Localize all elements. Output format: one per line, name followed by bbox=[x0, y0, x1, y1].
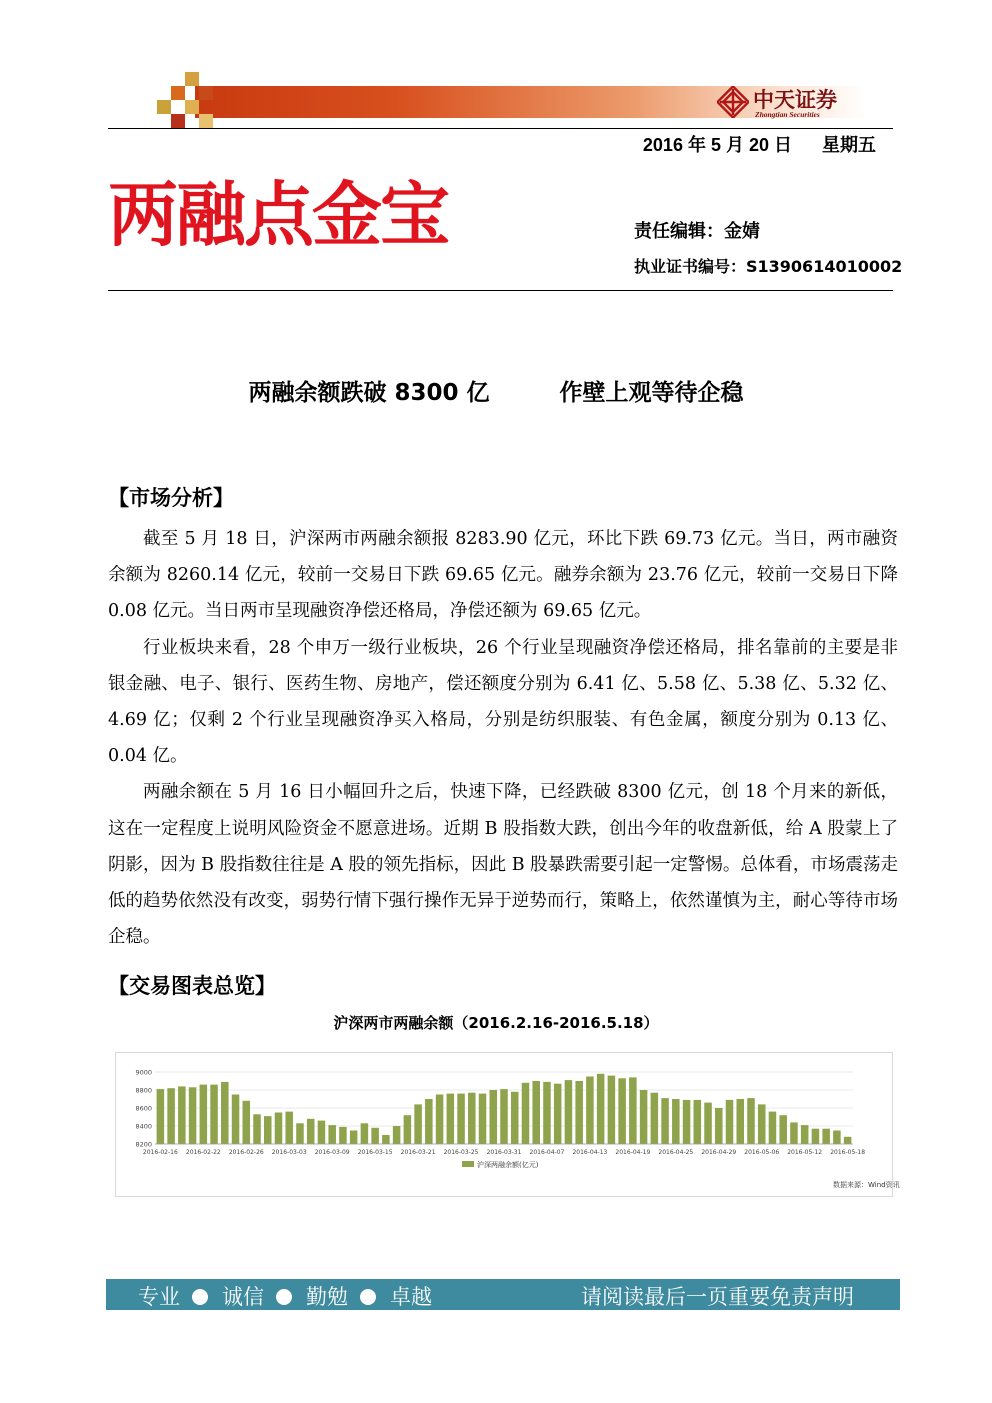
chart-x-ticks bbox=[143, 1149, 865, 1156]
chart-bar bbox=[318, 1121, 326, 1144]
chart-bar bbox=[210, 1085, 218, 1144]
company-name-en: Zhongtian Securities bbox=[755, 110, 820, 119]
x-tick-label: 2016-02-22 bbox=[185, 1149, 221, 1156]
chart-bar bbox=[425, 1099, 433, 1144]
footer-word: 诚信 bbox=[222, 1285, 264, 1309]
chart-bar bbox=[747, 1098, 755, 1144]
chart-bar bbox=[189, 1087, 197, 1144]
y-tick-label: 8600 bbox=[135, 1104, 152, 1113]
chart-bar bbox=[640, 1090, 648, 1144]
chart-bar bbox=[812, 1129, 820, 1144]
x-tick-label: 2016-03-15 bbox=[357, 1149, 393, 1156]
title-divider bbox=[108, 290, 893, 291]
chart-bar bbox=[790, 1122, 798, 1144]
chart-bar bbox=[554, 1084, 562, 1144]
chart-bar bbox=[404, 1115, 412, 1144]
analysis-body bbox=[108, 521, 898, 955]
chart-bar bbox=[726, 1100, 734, 1144]
x-tick-label: 2016-05-12 bbox=[787, 1149, 823, 1156]
chart-bar bbox=[651, 1093, 659, 1144]
chart-bar bbox=[243, 1101, 251, 1144]
chart-bar bbox=[253, 1114, 261, 1144]
bullet-icon bbox=[276, 1289, 292, 1305]
x-tick-label: 2016-03-03 bbox=[271, 1149, 307, 1156]
chart-bar bbox=[565, 1080, 573, 1144]
footer-word: 勤勉 bbox=[306, 1285, 348, 1309]
x-tick-label: 2016-05-06 bbox=[744, 1149, 780, 1156]
headline-part1: 两融余额跌破 8300 亿 bbox=[248, 380, 490, 406]
chart-bar bbox=[178, 1086, 186, 1144]
company-name: 中天证券 bbox=[753, 88, 837, 112]
x-tick-label: 2016-03-31 bbox=[486, 1149, 522, 1156]
chart-bar bbox=[629, 1077, 637, 1144]
company-logo bbox=[717, 82, 847, 122]
y-tick-label: 8400 bbox=[135, 1122, 152, 1131]
date-text: 2016 年 5 月 20 日 bbox=[642, 135, 792, 155]
decorative-squares-icon bbox=[155, 72, 215, 128]
y-tick-label: 8200 bbox=[135, 1140, 152, 1149]
chart-bar bbox=[328, 1125, 336, 1144]
chart-bar bbox=[393, 1126, 401, 1144]
report-title: 两融点金宝 bbox=[108, 174, 448, 256]
x-tick-label: 2016-03-09 bbox=[314, 1149, 350, 1156]
chart-bar bbox=[597, 1074, 605, 1144]
chart-bar bbox=[822, 1129, 830, 1144]
x-tick-label: 2016-03-25 bbox=[443, 1149, 479, 1156]
chart-bar bbox=[307, 1119, 315, 1144]
chart-bar bbox=[167, 1088, 175, 1144]
chart-bar bbox=[608, 1076, 616, 1144]
chart-bar bbox=[361, 1123, 369, 1144]
margin-balance-chart bbox=[115, 1052, 893, 1197]
chart-bar bbox=[371, 1128, 379, 1144]
chart-bar bbox=[736, 1099, 744, 1144]
chart-bar bbox=[436, 1095, 444, 1145]
chart-bar bbox=[447, 1094, 455, 1144]
chart-bar bbox=[522, 1083, 530, 1144]
x-tick-label: 2016-04-19 bbox=[615, 1149, 651, 1156]
chart-bar bbox=[285, 1112, 293, 1144]
x-tick-label: 2016-05-18 bbox=[830, 1149, 866, 1156]
bullet-icon bbox=[192, 1289, 208, 1305]
paragraph: 两融余额在 5 月 16 日小幅回升之后，快速下降，已经跌破 8300 亿元，创 18 个月来的新低，这在一定程度上说明风险资金不愿意进场。近期 B 股指数大跌，创出今年的收盘新低，给 A 股蒙上了阴影，因为 B 股指数往往是 A 股的领先指标，因此 B 股暴跌需要引起一定警惕。总体看，市场震荡走低的趋势依然没有改变，弱势行情下强行操作无异于逆势而行，策略上，依然谨慎为主，耐心等待市场企稳。 bbox=[108, 782, 898, 948]
chart-bar bbox=[694, 1100, 702, 1144]
chart-bar bbox=[769, 1112, 777, 1144]
x-tick-label: 2016-02-26 bbox=[228, 1149, 264, 1156]
chart-bar bbox=[468, 1093, 476, 1144]
weekday-text: 星期五 bbox=[822, 135, 876, 155]
chart-bar bbox=[758, 1104, 766, 1144]
license-number: 执业证书编号：S1390614010002 bbox=[634, 257, 903, 276]
chart-bar bbox=[157, 1089, 165, 1144]
chart-bar bbox=[779, 1115, 787, 1144]
y-tick-label: 8800 bbox=[135, 1086, 152, 1095]
paragraph: 截至 5 月 18 日，沪深两市两融余额报 8283.90 亿元，环比下跌 69.73 亿元。当日，两市融资余额为 8260.14 亿元，较前一交易日下跌 69.65 亿元。融券余额为 23.76 亿元，较前一交易日下降 0.08 亿元。当日两市呈现融资净偿还格局，净偿还额为 69.65 亿元。 bbox=[108, 529, 898, 622]
y-tick-label: 9000 bbox=[135, 1068, 152, 1077]
chart-bar bbox=[350, 1131, 358, 1145]
chart-bar bbox=[844, 1137, 852, 1144]
header-banner bbox=[155, 72, 895, 128]
chart-bar bbox=[801, 1125, 809, 1144]
x-tick-label: 2016-02-16 bbox=[142, 1149, 178, 1156]
disclaimer-notice: 请阅读最后一页重要免责声明 bbox=[581, 1285, 854, 1309]
chart-bar bbox=[715, 1108, 723, 1144]
chart-bar bbox=[490, 1090, 498, 1144]
x-tick-label: 2016-04-07 bbox=[529, 1149, 565, 1156]
chart-bar bbox=[339, 1127, 347, 1144]
x-tick-label: 2016-04-25 bbox=[658, 1149, 694, 1156]
chart-bar bbox=[672, 1099, 680, 1144]
section-market-analysis: 【市场分析】 bbox=[108, 486, 234, 510]
x-tick-label: 2016-04-29 bbox=[701, 1149, 737, 1156]
chart-bar bbox=[221, 1082, 229, 1144]
chart-bar bbox=[511, 1092, 519, 1144]
paragraph: 行业板块来看，28 个申万一级行业板块，26 个行业呈现融资净偿还格局，排名靠前的主要是非银金融、电子、银行、医药生物、房地产，偿还额度分别为 6.41 亿、5.58 亿、5.38 亿、5.32 亿、4.69 亿；仅剩 2 个行业呈现融资净买入格局，分别是纺织服装、有色金属，额度分别为 0.13 亿、0.04 亿。 bbox=[108, 637, 898, 767]
report-date bbox=[643, 131, 876, 157]
chart-bar bbox=[704, 1103, 712, 1144]
footer-values bbox=[138, 1281, 432, 1311]
chart-bar bbox=[457, 1094, 465, 1144]
chart-bar bbox=[586, 1077, 594, 1145]
legend-swatch bbox=[462, 1161, 474, 1167]
editor-info: 责任编辑：金婧 bbox=[634, 221, 760, 242]
section-chart-overview: 【交易图表总览】 bbox=[108, 974, 276, 998]
chart-bar bbox=[296, 1123, 304, 1144]
company-knot-icon bbox=[717, 86, 749, 118]
chart-bar bbox=[382, 1135, 390, 1144]
footer-word: 专业 bbox=[138, 1285, 180, 1309]
chart-bar bbox=[575, 1081, 583, 1144]
headline-part2: 作壁上观等待企稳 bbox=[559, 380, 744, 406]
chart-bar bbox=[532, 1081, 540, 1144]
chart-title: 沪深两市两融余额（2016.2.16-2016.5.18） bbox=[333, 1014, 659, 1032]
headline bbox=[0, 374, 992, 407]
bullet-icon bbox=[360, 1289, 376, 1305]
chart-bar bbox=[414, 1104, 422, 1144]
chart-bar bbox=[479, 1094, 487, 1144]
chart-bar bbox=[833, 1131, 841, 1145]
chart-bar bbox=[200, 1085, 208, 1144]
chart-bar bbox=[543, 1082, 551, 1144]
chart-bar bbox=[264, 1116, 272, 1144]
footer-bar bbox=[106, 1279, 900, 1310]
chart-bar bbox=[232, 1095, 240, 1145]
chart-bar bbox=[500, 1089, 508, 1144]
footer-word: 卓越 bbox=[390, 1285, 432, 1309]
x-tick-label: 2016-04-13 bbox=[572, 1149, 608, 1156]
chart-source: 数据来源：Wind资讯 bbox=[833, 1181, 900, 1189]
chart-bar bbox=[661, 1098, 669, 1144]
chart-bar bbox=[683, 1100, 691, 1144]
header-divider bbox=[108, 128, 893, 129]
chart-bar bbox=[618, 1078, 626, 1144]
legend-label: 沪深两融余额(亿元) bbox=[477, 1161, 539, 1169]
chart-bar bbox=[275, 1113, 283, 1145]
x-tick-label: 2016-03-21 bbox=[400, 1149, 436, 1156]
